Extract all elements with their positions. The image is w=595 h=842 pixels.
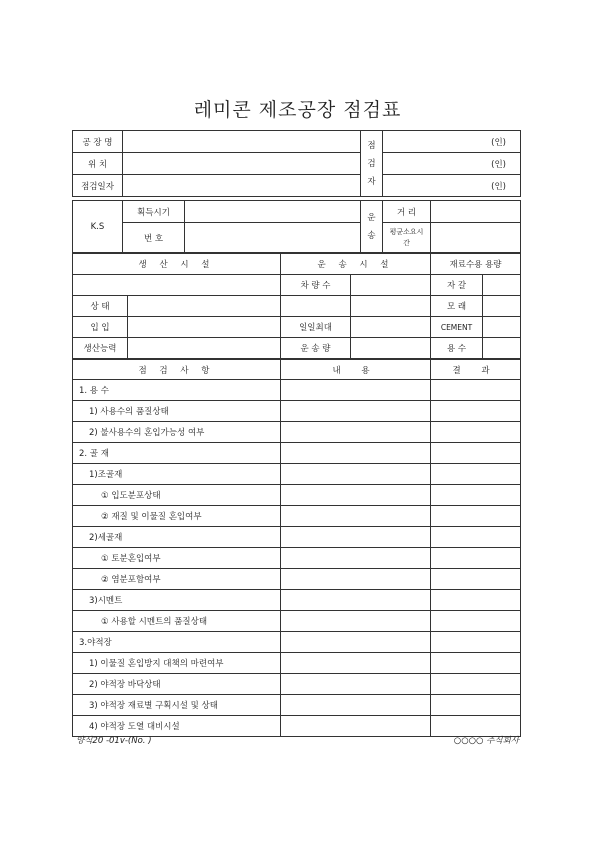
checklist-item-label: ② 염분포함여부 <box>73 569 281 590</box>
distance-field[interactable] <box>431 201 521 223</box>
ks-table <box>72 200 521 253</box>
sand-label: 모 래 <box>431 296 483 317</box>
checklist-result-field[interactable] <box>431 443 521 464</box>
checklist-result-field[interactable] <box>431 527 521 548</box>
checklist-row <box>73 611 521 632</box>
checklist-result-field[interactable] <box>431 464 521 485</box>
ks-acquired-label: 획득시기 <box>123 201 185 223</box>
checklist-item-label: ① 토분혼입여부 <box>73 548 281 569</box>
inspector-seal-1[interactable]: (인) <box>383 131 521 153</box>
checklist-content-field[interactable] <box>281 653 431 674</box>
gravel-label: 자 갈 <box>431 275 483 296</box>
checklist-content-field[interactable] <box>281 422 431 443</box>
checklist-result-field[interactable] <box>431 653 521 674</box>
avg-time-label: 평균소요시 간 <box>383 223 431 253</box>
checklist-item-label: 3)시멘트 <box>73 590 281 611</box>
plant-name-field[interactable] <box>123 131 361 153</box>
checklist-content-field[interactable] <box>281 632 431 653</box>
checklist-item-label: 1) 이물질 혼입방지 대책의 마련여부 <box>73 653 281 674</box>
water-label: 용 수 <box>431 338 483 359</box>
checklist-row <box>73 569 521 590</box>
checklist-content-field[interactable] <box>281 506 431 527</box>
checklist-item-label: 2) 야적장 바닥상태 <box>73 674 281 695</box>
ks-number-label: 번 호 <box>123 223 185 253</box>
checklist-content-field[interactable] <box>281 464 431 485</box>
checklist-item-label: 2)세골재 <box>73 527 281 548</box>
checklist-content-field[interactable] <box>281 548 431 569</box>
checklist-item-label: 1)조골재 <box>73 464 281 485</box>
checklist-item-label: 1) 사용수의 품질상태 <box>73 401 281 422</box>
distance-label: 거 리 <box>383 201 431 223</box>
checklist-table <box>72 359 521 737</box>
checklist-content-field[interactable] <box>281 401 431 422</box>
inspector-seal-2[interactable]: (인) <box>383 153 521 175</box>
checklist-content-field[interactable] <box>281 695 431 716</box>
state-label: 상 태 <box>73 296 128 317</box>
checklist-row <box>73 653 521 674</box>
avg-time-field[interactable] <box>431 223 521 253</box>
checklist-content-field[interactable] <box>281 443 431 464</box>
transport-value-2[interactable] <box>351 296 431 317</box>
checklist-row <box>73 422 521 443</box>
checklist-result-field[interactable] <box>431 569 521 590</box>
checklist-item-label: 2. 골 재 <box>73 443 281 464</box>
checklist-item-label: 4) 야적장 도열 대비시설 <box>73 716 281 737</box>
vehicle-count-field[interactable] <box>351 275 431 296</box>
gravel-field[interactable] <box>483 275 521 296</box>
checklist-row <box>73 401 521 422</box>
cement-label: CEMENT <box>431 317 483 338</box>
company-name: ○○○○ 주식회사 <box>453 736 519 746</box>
state-field[interactable] <box>128 296 281 317</box>
checklist-row <box>73 527 521 548</box>
location-label: 위 치 <box>73 153 123 175</box>
checklist-result-field[interactable] <box>431 422 521 443</box>
checklist-row <box>73 548 521 569</box>
checklist-item-label: ② 재질 및 이물질 혼입여부 <box>73 506 281 527</box>
inspector-seal-3[interactable]: (인) <box>383 175 521 197</box>
checklist-row <box>73 506 521 527</box>
checklist-result-field[interactable] <box>431 590 521 611</box>
checklist-result-field[interactable] <box>431 695 521 716</box>
material-header: 재료수용 용량 <box>431 254 521 275</box>
production-header: 생 산 시 설 <box>73 254 281 275</box>
checklist-row <box>73 695 521 716</box>
checklist-content-field[interactable] <box>281 380 431 401</box>
daily-max-label: 일일최대 <box>281 317 351 338</box>
page-title: 레미콘 제조공장 점검표 <box>193 99 402 121</box>
checklist-row <box>73 674 521 695</box>
col-items-header: 점 검 사 항 <box>73 360 281 380</box>
vehicle-count-label: 차 량 수 <box>281 275 351 296</box>
checklist-content-field[interactable] <box>281 569 431 590</box>
transport-header: 운 송 시 설 <box>281 254 431 275</box>
date-field[interactable] <box>123 175 361 197</box>
checklist-result-field[interactable] <box>431 674 521 695</box>
header-table <box>72 130 521 197</box>
ks-number-field[interactable] <box>185 223 361 253</box>
inspector-label: 점검자 <box>361 131 383 197</box>
transport-field-2[interactable] <box>281 296 351 317</box>
checklist-item-label: 3.야적장 <box>73 632 281 653</box>
location-field[interactable] <box>123 153 361 175</box>
checklist-result-field[interactable] <box>431 506 521 527</box>
checklist-row <box>73 443 521 464</box>
checklist-row <box>73 632 521 653</box>
volume-field[interactable] <box>351 338 431 359</box>
water-field[interactable] <box>483 338 521 359</box>
ks-label: K.S <box>73 201 123 253</box>
form-code: 양식20 -01v-(No. ) <box>76 736 152 746</box>
checklist-row <box>73 464 521 485</box>
ks-acquired-field[interactable] <box>185 201 361 223</box>
production-field-1[interactable] <box>73 275 281 296</box>
sand-field[interactable] <box>483 296 521 317</box>
checklist-content-field[interactable] <box>281 527 431 548</box>
daily-max-field[interactable] <box>351 317 431 338</box>
checklist-row <box>73 590 521 611</box>
transport-label: 운송 <box>361 201 383 253</box>
checklist-result-field[interactable] <box>431 401 521 422</box>
checklist-item-label: 1. 용 수 <box>73 380 281 401</box>
capacity-label: 생산능력 <box>73 338 128 359</box>
checklist-result-field[interactable] <box>431 548 521 569</box>
checklist-result-field[interactable] <box>431 485 521 506</box>
scale-field[interactable] <box>128 317 281 338</box>
checklist-item-label: ① 입도분포상태 <box>73 485 281 506</box>
cement-field[interactable] <box>483 317 521 338</box>
checklist-content-field[interactable] <box>281 590 431 611</box>
checklist-row <box>73 380 521 401</box>
checklist-item-label: 2) 불사용수의 혼입가능성 여부 <box>73 422 281 443</box>
checklist-row <box>73 485 521 506</box>
col-result-header: 결 과 <box>431 360 521 380</box>
checklist-content-field[interactable] <box>281 716 431 737</box>
checklist-content-field[interactable] <box>281 485 431 506</box>
checklist-result-field[interactable] <box>431 632 521 653</box>
col-content-header: 내 용 <box>281 360 431 380</box>
checklist-body <box>73 380 521 737</box>
date-label: 점검일자 <box>73 175 123 197</box>
checklist-item-label: ① 사용할 시멘트의 품질상태 <box>73 611 281 632</box>
checklist-content-field[interactable] <box>281 611 431 632</box>
checklist-result-field[interactable] <box>431 611 521 632</box>
plant-name-label: 공 장 명 <box>73 131 123 153</box>
checklist-content-field[interactable] <box>281 674 431 695</box>
capacity-field[interactable] <box>128 338 281 359</box>
volume-label: 운 송 량 <box>281 338 351 359</box>
checklist-result-field[interactable] <box>431 380 521 401</box>
facilities-table <box>72 253 521 359</box>
scale-label: 입 입 <box>73 317 128 338</box>
checklist-item-label: 3) 야적장 재료별 구획시설 및 상태 <box>73 695 281 716</box>
